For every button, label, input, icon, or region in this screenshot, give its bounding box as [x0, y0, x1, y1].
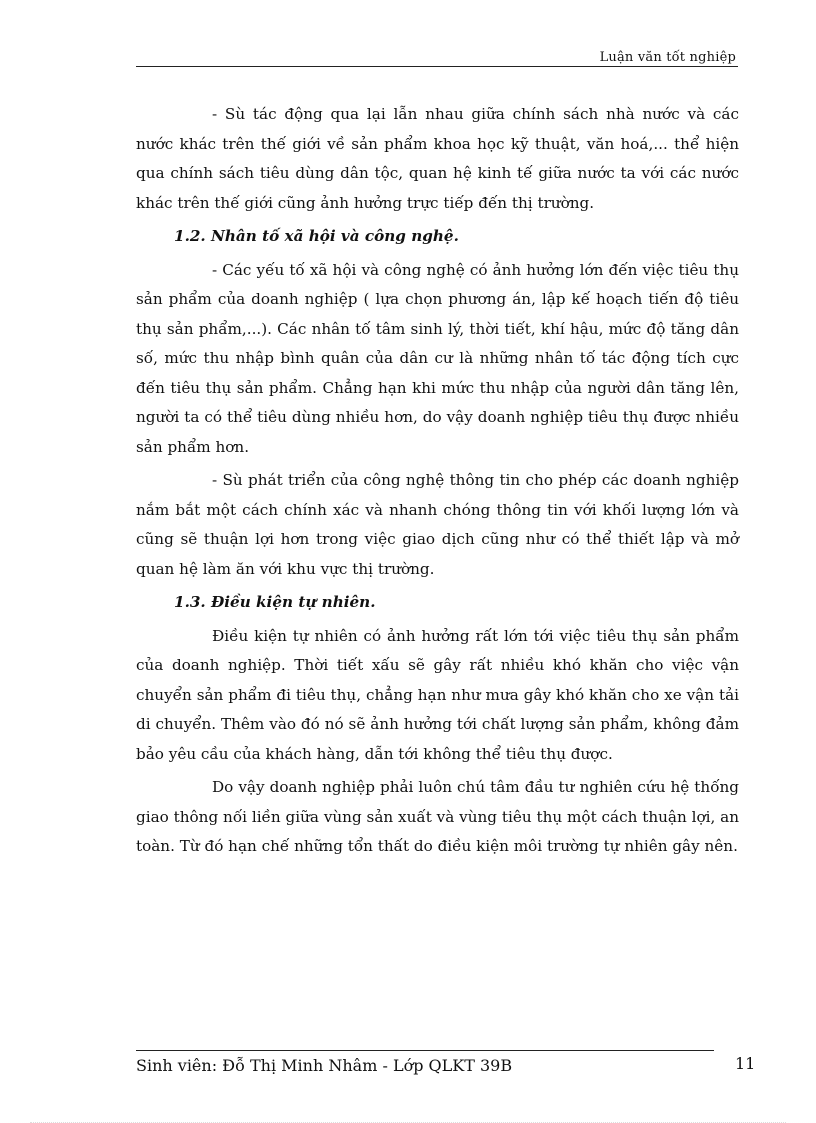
paragraph-policy: - Sù tác động qua lại lẫn nhau giữa chính sách nhà nước và các nước khác trên thế giới về sản phẩm khoa học kỹ thuật, văn hoá,... thể hiện qua chính sách tiêu dùng dân tộc, quan hệ kinh tế giữa nước ta với các nước khác trên thế giới cũng ảnh hưởng trực tiếp đến thị trường. — [136, 105, 739, 212]
footer-student-info: Sinh viên: Đỗ Thị Minh Nhâm - Lớp QLKT 39B — [136, 1056, 513, 1075]
running-header: Luận văn tốt nghiệp — [599, 50, 736, 65]
section-heading-1-3: 1.3. Điều kiện tự nhiên. — [174, 593, 376, 611]
footer-divider — [136, 1050, 714, 1051]
page-body — [136, 100, 739, 866]
paragraph-social-tech: - Các yếu tố xã hội và công nghệ có ảnh hưởng lớn đến việc tiêu thụ sản phẩm của doanh nghiệp ( lựa chọn phương án, lập kế hoạch tiến độ tiêu thụ sản phẩm,...). Các nhân tố tâm sinh lý, thời tiết, khí hậu, mức độ tăng dân số, mức thu nhập bình quân của dân cư là những nhân tố tác động tích cực đến tiêu thụ sản phẩm. Chẳng hạn khi mức thu nhập của người dân tăng lên, người ta có thể tiêu dùng nhiều hơn, do vậy doanh nghiệp tiêu thụ được nhiều sản phẩm hơn. — [136, 260, 739, 456]
paragraph-conclusion: Do vậy doanh nghiệp phải luôn chú tâm đầu tư nghiên cứu hệ thống giao thông nối liền giữa vùng sản xuất và vùng tiêu thụ một cách thuận lợi, an toàn. Từ đó hạn chế những tổn thất do điều kiện môi trường tự nhiên gây nên. — [136, 778, 739, 855]
header-divider — [136, 66, 738, 67]
section-heading-1-2: 1.2. Nhân tố xã hội và công nghệ. — [174, 227, 459, 245]
page-number: 11 — [735, 1054, 756, 1073]
paragraph-it-development: - Sù phát triển của công nghệ thông tin cho phép các doanh nghiệp nắm bắt một cách chính xác và nhanh chóng thông tin với khối lượng lớn và cũng sẽ thuận lợi hơn trong việc giao dịch cũng như có thể thiết lập và mở quan hệ làm ăn với khu vực thị trường. — [136, 471, 739, 578]
paragraph-natural-conditions: Điều kiện tự nhiên có ảnh hưởng rất lớn tới việc tiêu thụ sản phẩm của doanh nghiệp. Thời tiết xấu sẽ gây rất nhiều khó khăn cho việc vận chuyển sản phẩm đi tiêu thụ, chẳng hạn như mưa gây khó khăn cho xe vận tải di chuyển. Thêm vào đó nó sẽ ảnh hưởng tới chất lượng sản phẩm, không đảm bảo yêu cầu của khách hàng, dẫn tới không thể tiêu thụ được. — [136, 626, 739, 763]
